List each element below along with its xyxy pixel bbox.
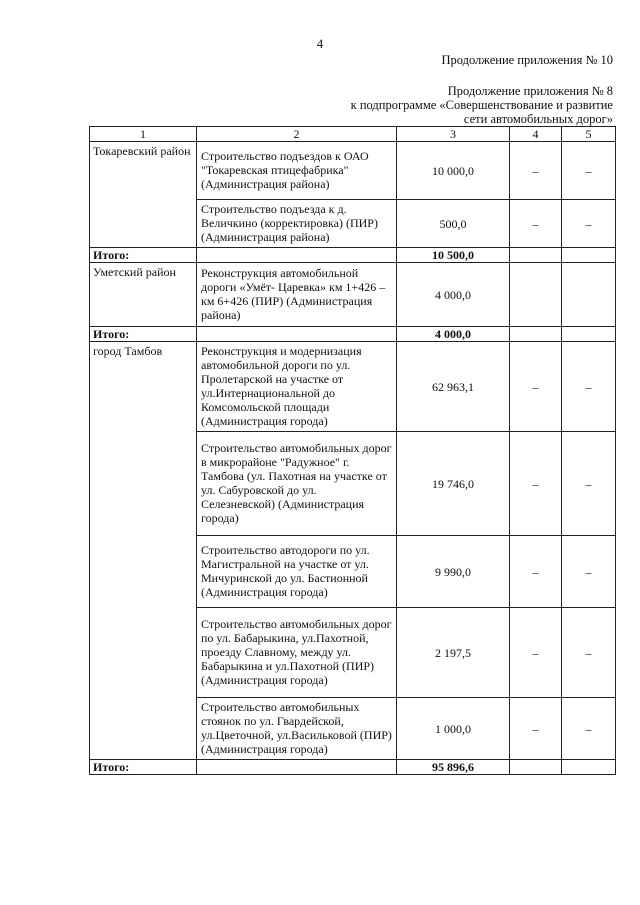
total-label: Итого: — [90, 248, 197, 263]
amount-cell: 1 000,0 — [397, 698, 510, 760]
appendix-8-line: Продолжение приложения № 8 — [447, 84, 613, 98]
amount-cell: 2 197,5 — [397, 608, 510, 698]
subprogram-line: к подпрограмме «Совершенствование и развитие — [350, 98, 613, 112]
column-header: 4 — [510, 127, 562, 142]
dash-cell: – — [510, 698, 562, 760]
total-row — [90, 327, 616, 342]
subprogram-line-end: сети автомобильных дорог» — [463, 112, 613, 126]
amount-cell: 19 746,0 — [397, 432, 510, 536]
empty-cell — [562, 263, 616, 327]
table-row — [90, 142, 616, 200]
column-header: 5 — [562, 127, 616, 142]
table-row — [90, 263, 616, 327]
empty-cell — [197, 760, 397, 775]
work-description: Реконструкция и модернизация автомобильной дороги по ул. Пролетарской на участке от ул.Интернациональной до Комсомольской площади (Администрация города) — [197, 342, 397, 432]
total-amount: 95 896,6 — [397, 760, 510, 775]
dash-cell: – — [510, 536, 562, 608]
amount-cell: 10 000,0 — [397, 142, 510, 200]
empty-cell — [510, 760, 562, 775]
amount-cell: 9 990,0 — [397, 536, 510, 608]
column-header: 2 — [197, 127, 397, 142]
work-description: Строительство автомобильных стоянок по ул. Гвардейской, ул.Цветочной, ул.Васильковой (ПИР) (Администрация города) — [197, 698, 397, 760]
total-row — [90, 760, 616, 775]
appendix-continuation-10: Продолжение приложения № 10 — [441, 53, 613, 67]
total-amount: 4 000,0 — [397, 327, 510, 342]
dash-cell: – — [510, 200, 562, 248]
work-description: Реконструкция автомобильной дороги «Умёт- Царевка» км 1+426 – км 6+426 (ПИР) (Администрация района) — [197, 263, 397, 327]
empty-cell — [562, 327, 616, 342]
column-header: 1 — [90, 127, 197, 142]
district-cell: Токаревский район — [90, 142, 197, 248]
dash-cell: – — [510, 142, 562, 200]
dash-cell: – — [562, 608, 616, 698]
dash-cell: – — [562, 342, 616, 432]
amount-cell: 4 000,0 — [397, 263, 510, 327]
total-label: Итого: — [90, 327, 197, 342]
empty-cell — [510, 327, 562, 342]
dash-cell: – — [510, 342, 562, 432]
column-header: 3 — [397, 127, 510, 142]
work-description: Строительство автомобильных дорог по ул. Бабарыкина, ул.Пахотной, проезду Славному, между ул. Бабарыкина и ул.Пахотной (ПИР) (Администрация города) — [197, 608, 397, 698]
dash-cell: – — [562, 200, 616, 248]
work-description: Строительство автодороги по ул. Магистральной на участке от ул. Мичуринской до ул. Бастионной (Администрация города) — [197, 536, 397, 608]
table-header-row — [90, 127, 616, 142]
empty-cell — [510, 248, 562, 263]
dash-cell: – — [510, 432, 562, 536]
total-row — [90, 248, 616, 263]
dash-cell: – — [562, 432, 616, 536]
dash-cell: – — [562, 142, 616, 200]
work-description: Строительство подъезда к д. Величкино (корректировка) (ПИР) (Администрация района) — [197, 200, 397, 248]
empty-cell — [562, 248, 616, 263]
appendix-continuation-8 — [351, 84, 613, 126]
work-description: Строительство автомобильных дорог в микрорайоне "Радужное" г. Тамбова (ул. Пахотная на участке от ул. Сабуровской до ул. Селезневской) (Администрация города) — [197, 432, 397, 536]
district-cell: Уметский район — [90, 263, 197, 327]
page-number: 4 — [316, 36, 324, 51]
amount-cell: 500,0 — [397, 200, 510, 248]
work-description: Строительство подъездов к ОАО "Токаревская птицефабрика" (Администрация района) — [197, 142, 397, 200]
amount-cell: 62 963,1 — [397, 342, 510, 432]
empty-cell — [197, 327, 397, 342]
dash-cell: – — [562, 698, 616, 760]
empty-cell — [197, 248, 397, 263]
empty-cell — [510, 263, 562, 327]
roads-funding-table — [89, 126, 616, 775]
district-cell: город Тамбов — [90, 342, 197, 760]
total-label: Итого: — [90, 760, 197, 775]
dash-cell: – — [562, 536, 616, 608]
total-amount: 10 500,0 — [397, 248, 510, 263]
empty-cell — [562, 760, 616, 775]
dash-cell: – — [510, 608, 562, 698]
table-row — [90, 342, 616, 432]
